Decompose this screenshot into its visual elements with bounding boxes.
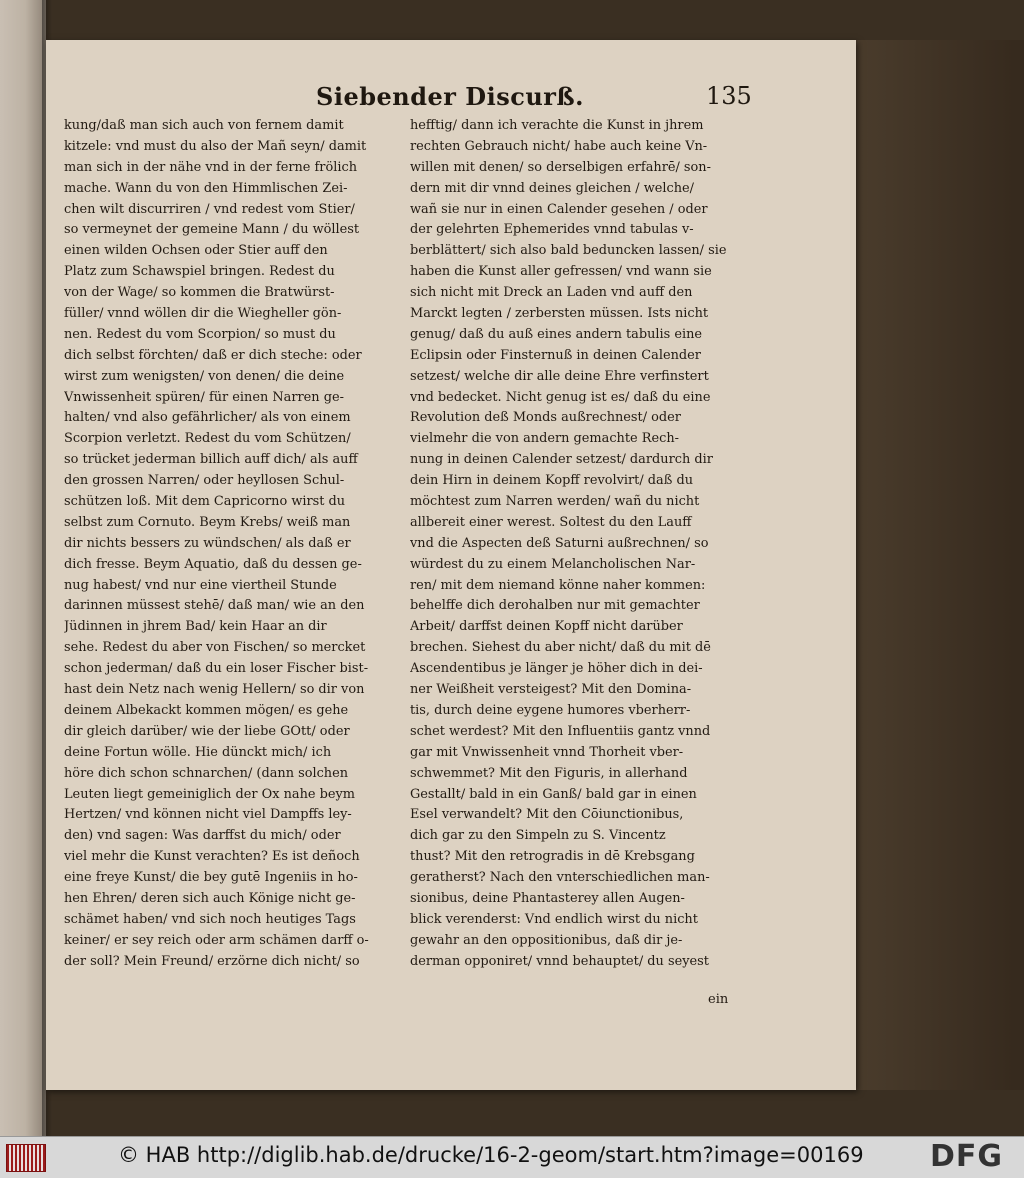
text-line: man sich in der nähe vnd in der ferne frölich (64, 159, 357, 175)
text-line: so trücket jederman billich auff dich/ als auff (64, 452, 358, 468)
text-line: kung/daß man sich auch von fernem damit (64, 118, 344, 133)
text-line: Hertzen/ vnd können nicht viel Dampffs ley- (64, 807, 352, 823)
text-line: wañ sie nur in einen Calender gesehen / oder (410, 201, 708, 217)
text-line: möchtest zum Narren werden/ wañ du nicht (410, 494, 700, 510)
dfg-logo: DFG (930, 1139, 1004, 1174)
text-line: ren/ mit dem niemand könne naher kommen: (410, 577, 706, 593)
book-page (46, 40, 856, 1090)
text-line: schon jederman/ daß du ein loser Fischer bist- (64, 661, 369, 677)
text-line: Marckt legten / zerbersten müssen. Ists nicht (410, 306, 709, 322)
text-line: dich gar zu den Simpeln zu S. Vincentz (410, 828, 666, 844)
facing-page-edge (0, 0, 46, 1136)
text-line: rechten Gebrauch nicht/ habe auch keine Vn- (410, 138, 708, 154)
text-line: Revolution deß Monds außrechnest/ oder (410, 410, 681, 426)
text-line: behelffe dich derohalben nur mit gemachter (410, 598, 700, 614)
text-line: schwemmet? Mit den Figuris, in allerhand (410, 765, 688, 781)
text-line: chen wilt discurriren / vnd redest vom Stier/ (64, 201, 355, 217)
text-line: geratherst? Nach den vnterschiedlichen man- (410, 870, 710, 886)
text-line: Jüdinnen in jhrem Bad/ kein Haar an dir (64, 619, 327, 635)
text-line: berblättert/ sich also bald beduncken lassen/ sie (410, 243, 727, 259)
text-line: haben die Kunst aller gefressen/ vnd wann sie (410, 264, 712, 280)
text-line: mache. Wann du von den Himmlischen Zei- (64, 180, 348, 196)
text-line: würdest du zu einem Melancholischen Nar- (410, 556, 696, 572)
text-line: Scorpion verletzt. Redest du vom Schützen/ (64, 431, 351, 447)
text-line: Gestallt/ bald in ein Ganß/ bald gar in einen (410, 786, 697, 802)
text-line: nug habest/ vnd nur eine viertheil Stunde (64, 577, 337, 593)
text-line: so vermeynet der gemeine Mann / du wöllest (64, 222, 360, 238)
text-line: viel mehr die Kunst verachten? Es ist deñoch (64, 849, 360, 865)
text-line: darinnen müssest stehē/ daß man/ wie an den (64, 598, 365, 614)
text-line: vnd die Aspecten deß Saturni außrechnen/ so (410, 535, 709, 551)
text-line: wirst zum wenigsten/ von denen/ die deine (64, 368, 345, 384)
text-line: schet werdest? Mit den Influentiis gantz vnnd (410, 723, 711, 739)
text-line: genug/ daß du auß eines andern tabulis eine (410, 326, 703, 342)
page-number: 135 (706, 82, 752, 110)
text-line: setzest/ welche dir alle deine Ehre verfinstert (410, 368, 709, 384)
text-line: von der Wage/ so kommen die Bratwürst- (64, 285, 335, 301)
text-line: vielmehr die von andern gemachte Rech- (410, 431, 679, 447)
text-line: ner Weißheit versteigest? Mit den Domina- (410, 682, 692, 698)
text-line: selbst zum Cornuto. Beym Krebs/ weiß man (64, 514, 351, 530)
running-head (46, 82, 856, 118)
text-line: vnd bedecket. Nicht genug ist es/ daß du eine (410, 389, 711, 405)
text-line: dich fresse. Beym Aquatio, daß du dessen ge- (64, 556, 362, 572)
copyright-url-link[interactable]: © HAB http://diglib.hab.de/drucke/16-2-geom/start.htm?image=00169 (118, 1143, 864, 1167)
text-line: eine freye Kunst/ die bey gutē Ingeniis in ho- (64, 870, 358, 886)
text-line: thust? Mit den retrogradis in dē Krebsgang (410, 849, 695, 865)
text-line: den) vnd sagen: Was darffst du mich/ oder (64, 828, 341, 844)
text-line: nen. Redest du vom Scorpion/ so must du (64, 326, 336, 342)
text-line: schützen loß. Mit dem Capricorno wirst du (64, 494, 346, 510)
text-line: einen wilden Ochsen oder Stier auff den (64, 243, 328, 259)
text-line: gewahr an den oppositionibus, daß dir je- (410, 932, 683, 948)
viewer-footer (0, 1136, 1024, 1178)
text-line: hast dein Netz nach wenig Hellern/ so dir von (64, 682, 365, 698)
text-line: brechen. Siehest du aber nicht/ daß du mit dē (410, 640, 711, 656)
text-line: Leuten liegt gemeiniglich der Ox nahe beym (64, 786, 355, 802)
text-line: den grossen Narren/ oder heyllosen Schul- (64, 473, 345, 489)
text-line: schämet haben/ vnd sich noch heutiges Tags (64, 911, 356, 927)
text-line: allbereit einer werest. Soltest du den Lauff (410, 514, 692, 530)
text-line: keiner/ er sey reich oder arm schämen darff o- (64, 932, 369, 948)
text-line: Esel verwandelt? Mit den Cōiunctionibus, (410, 807, 684, 823)
text-column-left (64, 116, 384, 973)
text-line: nung in deinen Calender setzest/ dardurch dir (410, 452, 713, 468)
text-line: Arbeit/ darffst deinen Kopff nicht darüber (410, 619, 683, 635)
text-line: willen mit denen/ so derselbigen erfahrē/ son- (410, 159, 711, 175)
text-line: dein Hirn in deinem Kopff revolvirt/ daß du (410, 473, 694, 489)
text-line: füller/ vnnd wöllen dir die Wiegheller gön- (64, 306, 342, 322)
catchword: ein (708, 992, 729, 1007)
text-line: hen Ehren/ deren sich auch Könige nicht ge- (64, 890, 356, 906)
text-line: kitzele: vnd must du also der Mañ seyn/ damit (64, 138, 367, 154)
text-column-right (410, 116, 730, 973)
text-line: sionibus, deine Phantasterey allen Augen- (410, 890, 685, 906)
text-line: derman opponiret/ vnnd behauptet/ du seyest (410, 953, 709, 969)
text-line: dern mit dir vnnd deines gleichen / welche/ (410, 180, 694, 196)
text-line: sich nicht mit Dreck an Laden vnd auff den (410, 285, 693, 301)
text-line: sehe. Redest du aber von Fischen/ so mercket (64, 640, 366, 656)
text-line: Platz zum Schawspiel bringen. Redest du (64, 264, 335, 280)
text-line: halten/ vnd also gefährlicher/ als von einem (64, 410, 351, 426)
text-line: Vnwissenheit spüren/ für einen Narren ge- (64, 389, 344, 405)
text-line: Eclipsin oder Finsternuß in deinen Calender (410, 347, 701, 363)
text-line: gar mit Vnwissenheit vnnd Thorheit vber- (410, 744, 684, 760)
text-line: dir nichts bessers zu wündschen/ als daß er (64, 535, 351, 551)
text-line: deine Fortun wölle. Hie dünckt mich/ ich (64, 744, 332, 760)
barcode-icon (6, 1144, 46, 1172)
text-line: tis, durch deine eygene humores vberherr- (410, 702, 691, 718)
text-line: Ascendentibus je länger je höher dich in dei- (410, 661, 703, 677)
text-line: dich selbst förchten/ daß er dich steche: oder (64, 347, 362, 363)
text-line: höre dich schon schnarchen/ (dann solchen (64, 765, 349, 781)
text-line: blick verenderst: Vnd endlich wirst du nicht (410, 911, 698, 927)
text-line: dir gleich darüber/ wie der liebe GOtt/ oder (64, 723, 350, 739)
book-edge-background (856, 40, 1024, 1090)
running-head-title: Siebender Discurß. (316, 82, 585, 111)
text-line: hefftig/ dann ich verachte die Kunst in jhrem (410, 118, 704, 133)
text-line: der gelehrten Ephemerides vnnd tabulas v- (410, 222, 694, 238)
text-line: deinem Albekackt kommen mögen/ es gehe (64, 702, 349, 718)
text-line: der soll? Mein Freund/ erzörne dich nicht/ so (64, 953, 360, 969)
